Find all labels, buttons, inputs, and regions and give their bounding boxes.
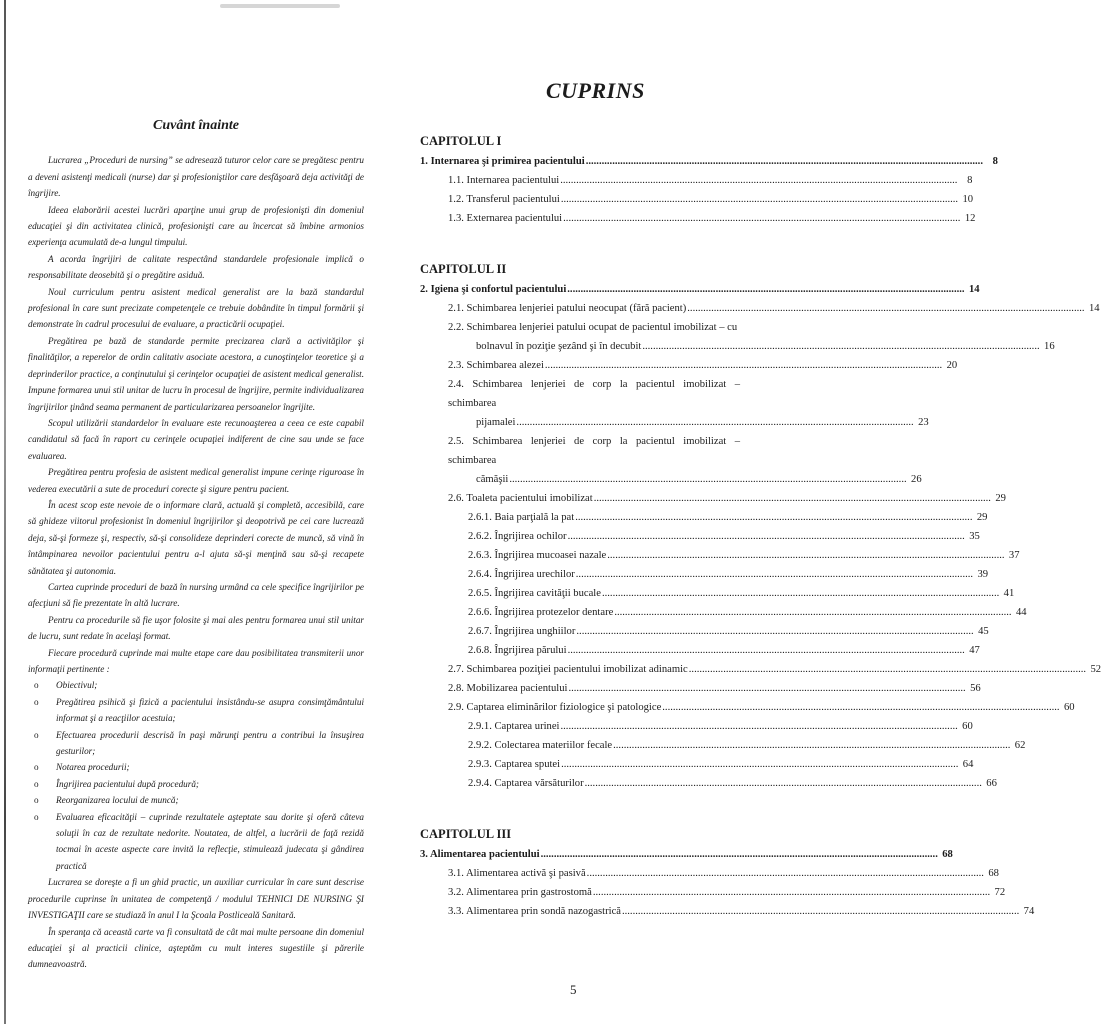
list-item: o Obiectivul;: [28, 677, 364, 693]
toc-entry[interactable]: 3.2. Alimentarea prin gastrostomă ..... 72: [420, 883, 740, 902]
foreword-paragraph: Scopul utilizării standardelor în evaluare este recunoaşterea a ceea ce este capabil candidatul să facă în raport cu cerinţele ocupaţiei indiferent de cine sau unde se face evaluarea.: [28, 417, 364, 461]
chapter-heading: CAPITOLUL III: [420, 827, 512, 841]
toc-entry[interactable]: cămăşii ..... 26: [420, 470, 740, 489]
toc-entry[interactable]: 3.3. Alimentarea prin sondă nazogastrică ..... 74: [420, 902, 740, 921]
bullet-marker: o: [34, 778, 39, 789]
foreword-paragraph: Lucrarea se doreşte a fi un ghid practic, un auxiliar curricular în care sunt descrise procedurile cuprinse în unitatea de competenţă / modulul TEHNICI DE NURSING ŞI INVESTIGAŢII care se studiază în anul I la Şcoala Postliceală Sanitară.: [28, 877, 364, 921]
bullet-marker: o: [34, 795, 39, 806]
toc-entry[interactable]: 2.9.1. Captarea urinei ..... 60: [420, 717, 740, 736]
toc-entry[interactable]: pijamalei ..... 23: [420, 413, 740, 432]
toc-entry[interactable]: 2.6.6. Îngrijirea protezelor dentare ..... 44: [420, 603, 740, 622]
toc-entry[interactable]: 2.9.2. Colectarea materiilor fecale ..... 62: [420, 736, 740, 755]
toc-entry[interactable]: 1.1. Internarea pacientului ..... 8: [420, 171, 740, 190]
bullet-marker: o: [34, 680, 39, 691]
toc-entry[interactable]: 2.9.3. Captarea sputei ..... 64: [420, 755, 740, 774]
foreword-paragraph: Pregătirea pe bază de standarde permite precizarea clară a activităţilor şi finalităţilor, a reperelor de ordin calitativ asociate acestora, a cunoştinţelor teoretice şi a deprinderilor practice, a conţinutului şi cerinţelor ocupaţiei de asistent medical generalist. Impune formarea unui stil unitar de lucru în procesul de îngrijire, permite individualizarea îngrijirilor ţinând seama permanent de particularizarea persoanelor îngrijite.: [28, 335, 364, 412]
foreword-paragraph: Fiecare procedură cuprinde mai multe etape care dau posibilitatea transmiterii unor informaţii pertinente :: [28, 647, 364, 674]
toc-entry[interactable]: 3. Alimentarea pacientului ..... 68: [420, 845, 740, 864]
toc-entry[interactable]: 2.8. Mobilizarea pacientului ..... 56: [420, 679, 740, 698]
foreword-paragraph: Lucrarea „Proceduri de nursing” se adresează tuturor celor care se pregătesc pentru a deveni asistenţi medicali (nurse) dar şi profesioniştilor care desfăşoară deja activităţi de îngrijire.: [28, 155, 364, 199]
page-edge-shadow: [4, 0, 6, 1024]
toc-entry[interactable]: 1.3. Externarea pacientului ..... 12: [420, 209, 740, 228]
chapter-heading: CAPITOLUL I: [420, 134, 502, 148]
toc-entry[interactable]: 1.2. Transferul pacientului ..... 10: [420, 190, 740, 209]
foreword-paragraph: Pregătirea pentru profesia de asistent medical generalist impune cerinţe riguroase în vederea executării a sute de proceduri corecte şi sigure pentru pacient.: [28, 467, 364, 494]
bullet-marker: o: [34, 696, 39, 707]
foreword-paragraph: În acest scop este nevoie de o informare clară, actuală şi completă, accesibilă, care să ghideze viitorul profesionist în domeniul îngrijirilor şi deopotrivă pe cei care lucrează deja, să-şi formeze şi, respectiv, să-şi consolideze deprinderi corecte de muncă, să vină în întâmpinarea nevoilor pacientului pentru a-l ajuta să-şi menţină sau să-şi recapete sănătatea şi autonomia.: [28, 499, 364, 576]
toc-entry[interactable]: 2. Igiena şi confortul pacientului ..... 14: [420, 280, 740, 299]
toc-entry[interactable]: 2.6. Toaleta pacientului imobilizat ..... 29: [420, 489, 740, 508]
toc-entry[interactable]: 3.1. Alimentarea activă şi pasivă ..... 68: [420, 864, 740, 883]
chapter-heading: CAPITOLUL II: [420, 262, 507, 276]
list-item: o Notarea procedurii;: [28, 759, 364, 775]
toc-entry-first-line[interactable]: 2.2. Schimbarea lenjeriei patului ocupat de pacientul imobilizat – cu: [448, 322, 738, 333]
toc-entry[interactable]: 2.3. Schimbarea alezei ..... 20: [420, 356, 740, 375]
scan-smudge: [220, 4, 340, 8]
toc-entry[interactable]: 2.9.4. Captarea vărsăturilor ..... 66: [420, 774, 740, 793]
foreword-paragraph: A acorda îngrijiri de calitate respectând standardele profesionale implică o responsabilitate deosebită şi o pregătire asiduă.: [28, 253, 364, 281]
table-of-contents: [420, 128, 1101, 921]
toc-entry[interactable]: 2.6.3. Îngrijirea mucoasei nazale ..... 37: [420, 546, 740, 565]
list-item: o Reorganizarea locului de muncă;: [28, 792, 364, 808]
page-number: 5: [570, 982, 577, 997]
foreword-title: Cuvânt înainte: [153, 118, 239, 133]
toc-entry-first-line[interactable]: 2.4. Schimbarea lenjeriei de corp la pacientul imobilizat – schimbarea: [448, 379, 740, 409]
foreword-paragraph: Noul curriculum pentru asistent medical generalist are la bază standardul profesional în care sunt precizate competenţele ce trebuie dobândite în timpul formării şi demonstrate în cadrul procesului de evaluare, a practicării ocupaţiei.: [28, 286, 364, 330]
bullet-marker: o: [34, 762, 39, 773]
toc-entry[interactable]: 2.6.7. Îngrijirea unghiilor ..... 45: [420, 622, 740, 641]
toc-entry[interactable]: 2.6.4. Îngrijirea urechilor ..... 39: [420, 565, 740, 584]
toc-entry[interactable]: 2.9. Captarea eliminărilor fiziologice şi patologice ..... 60: [420, 698, 740, 717]
toc-entry[interactable]: 2.6.5. Îngrijirea cavităţii bucale ..... 41: [420, 584, 740, 603]
toc-entry[interactable]: 2.7. Schimbarea poziţiei pacientului imobilizat adinamic ..... 52: [420, 660, 740, 679]
toc-entry[interactable]: 2.1. Schimbarea lenjeriei patului neocupat (fără pacient) ..... 14: [420, 299, 740, 318]
foreword-section: [28, 118, 364, 973]
list-item: o Evaluarea eficacităţii – cuprinde rezultatele aşteptate sau dorite şi oferă câteva soluţii în caz de rezultate nedorite. Noutatea, de altfel, a lucrării de faţă rezidă tocmai în aceste aspecte care invită la reflecţie, stimulează judecata şi gândirea practică: [28, 809, 364, 875]
bullet-marker: o: [34, 811, 39, 822]
foreword-paragraph: Pentru ca procedurile să fie uşor folosite şi mai ales pentru formarea unui stil unitar de lucru, sunt redate în acelaşi format.: [28, 614, 364, 642]
foreword-paragraph: Ideea elaborării acestei lucrări aparţine unui grup de profesionişti din domeniul educaţiei şi din activitatea clinică, profesionişti care au încercat să îmbine armonios experienţa acumulată de-a lungul timpului.: [28, 204, 364, 248]
toc-entry[interactable]: 2.6.1. Baia parţială la pat ..... 29: [420, 508, 740, 527]
toc-entry[interactable]: bolnavul în poziţie şezând şi în decubit ..... 16: [420, 337, 740, 356]
foreword-paragraph: În speranţa că această carte va fi consultată de cât mai multe persoane din domeniul educaţiei şi al practicii clinice, aşteptăm cu mult interes sugestiile şi părerile dumneavoastră.: [28, 926, 364, 970]
toc-entry-first-line[interactable]: 2.5. Schimbarea lenjeriei de corp la pacientul imobilizat – schimbarea: [448, 436, 740, 466]
toc-title: CUPRINS: [546, 78, 645, 103]
list-item: o Pregătirea psihică şi fizică a pacientului insistându-se asupra consimţământului informat şi a reacţiilor acestuia;: [28, 694, 364, 727]
toc-entry[interactable]: 2.6.2. Îngrijirea ochilor ..... 35: [420, 527, 740, 546]
bullet-marker: o: [34, 729, 39, 740]
list-item: o Efectuarea procedurii descrisă în paşi mărunţi pentru a contribui la însuşirea gesturilor;: [28, 727, 364, 760]
toc-entry[interactable]: 1. Internarea şi primirea pacientului ..... 8: [420, 152, 740, 171]
procedure-stages-list: [28, 677, 364, 874]
list-item: o Îngrijirea pacientului după procedură;: [28, 776, 364, 792]
toc-entry[interactable]: 2.6.8. Îngrijirea părului ..... 47: [420, 641, 740, 660]
foreword-paragraph: Cartea cuprinde proceduri de bază în nursing urmând ca cele specifice îngrijirilor pe afecţiuni să fie prezentate în altă lucrare.: [28, 581, 364, 609]
